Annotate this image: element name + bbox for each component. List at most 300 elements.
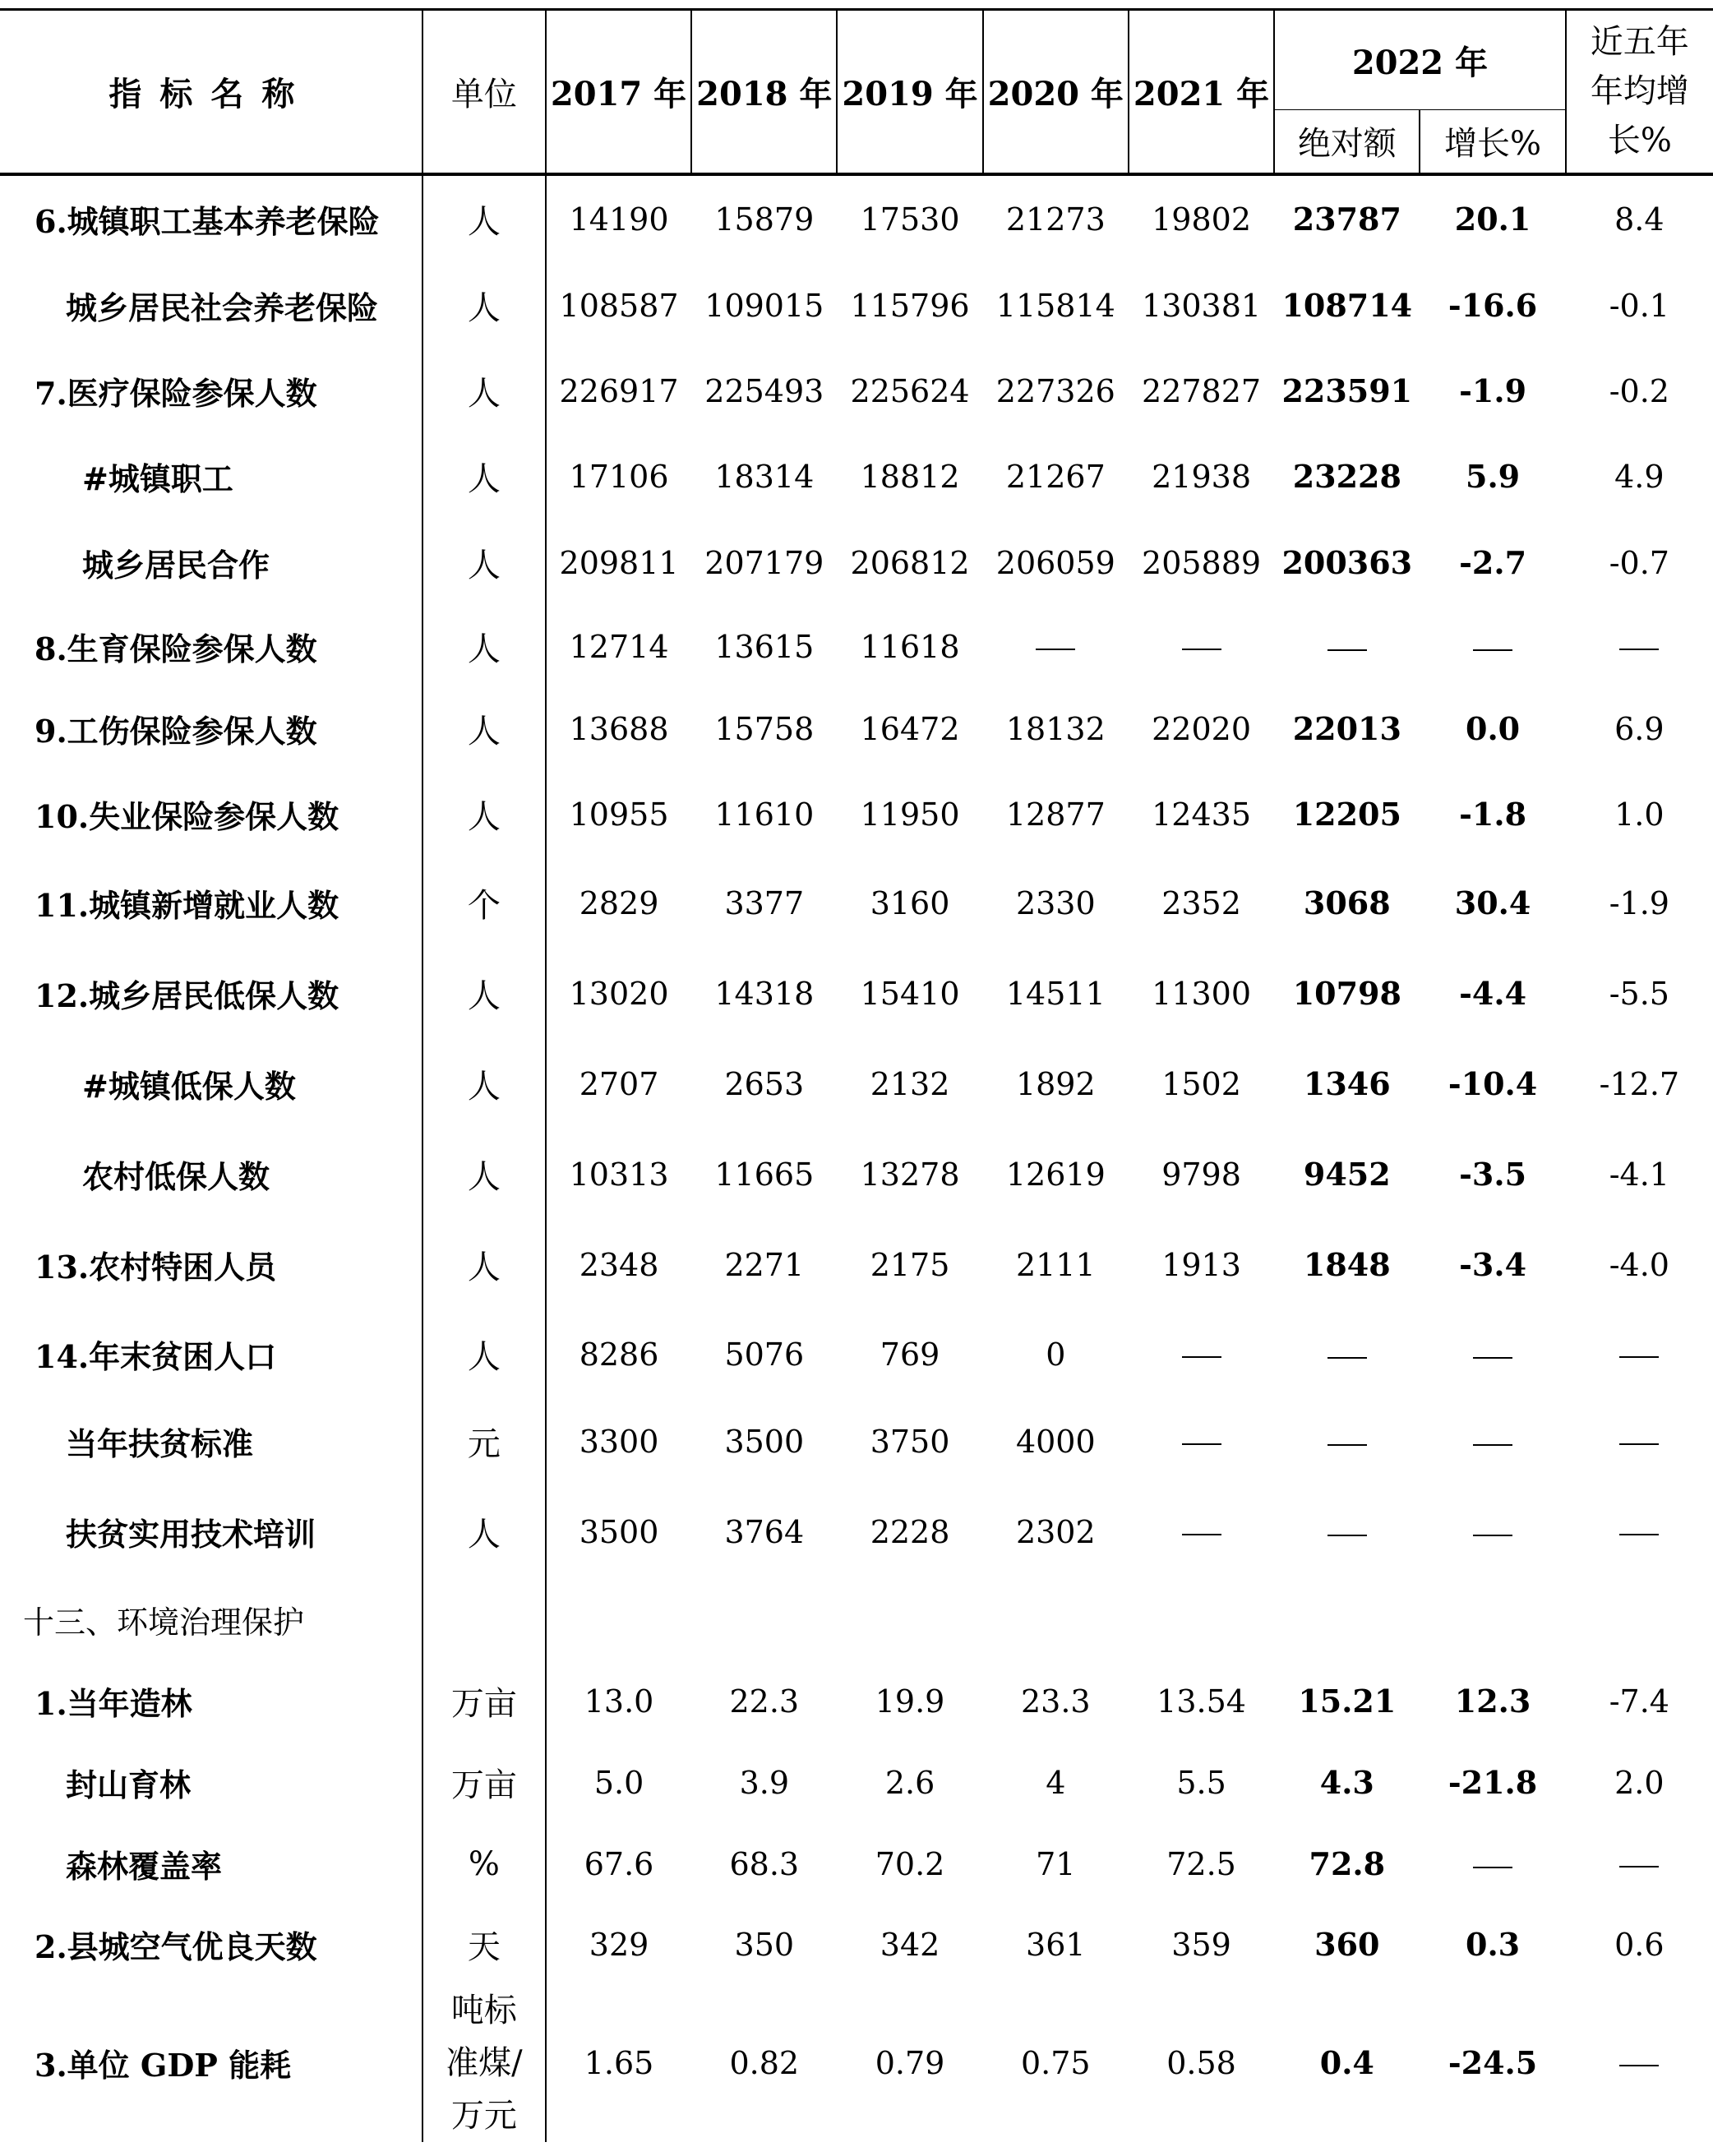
- value-cell-year-2019: 18812: [860, 458, 960, 495]
- value-cell-year-2021: 9798: [1161, 1156, 1241, 1193]
- indicator-name-cell: [0, 349, 422, 434]
- value-cell-five-year-avg: [1566, 607, 1713, 687]
- value-cell-year-2020: 227326: [995, 372, 1115, 409]
- value-cell-2022-growth: [1420, 607, 1565, 687]
- value-cell-year-2018: 0.82: [729, 2044, 800, 2081]
- value-cell-year-2021: [1129, 1580, 1274, 1660]
- unit-cell: %: [422, 1823, 546, 1905]
- value-cell-year-2021: 2352: [1161, 884, 1241, 921]
- indicator-name: 城乡居民合作: [82, 547, 270, 584]
- value-cell-year-2020: 4: [1046, 1764, 1066, 1801]
- indicator-name-cell: [0, 1580, 422, 1660]
- value-cell-year-2021: 72.5: [1166, 1845, 1236, 1882]
- value-cell-year-2021: 11300: [1152, 975, 1251, 1012]
- value-cell-year-2019: 19.9: [875, 1683, 945, 1720]
- indicator-name-cell: [0, 1743, 422, 1823]
- indicator-name: 3.单位 GDP 能耗: [35, 2047, 292, 2084]
- header-growth: 增长%: [1420, 110, 1565, 174]
- value-cell-year-2018: 2271: [724, 1246, 805, 1283]
- value-cell-2022-growth: 0.3: [1466, 1926, 1521, 1963]
- header-year-2021: 2021 年: [1129, 10, 1274, 174]
- header-unit: 单位: [422, 10, 546, 174]
- indicator-name: 11.城镇新增就业人数: [35, 887, 339, 924]
- value-cell-five-year-avg: [1566, 1580, 1713, 1660]
- header-year-2020: 2020 年: [983, 10, 1129, 174]
- value-cell-year-2021: [1129, 1484, 1274, 1580]
- value-cell-year-2018: 14318: [714, 975, 815, 1012]
- value-cell-year-2021: 12435: [1152, 796, 1251, 833]
- value-cell-five-year-avg: [1566, 1984, 1713, 2142]
- unit-cell: 人: [422, 1484, 546, 1580]
- value-cell-year-2017: 226917: [559, 372, 679, 409]
- value-cell-year-2021: 359: [1171, 1926, 1231, 1963]
- value-cell-2022-absolute: 10798: [1292, 975, 1401, 1012]
- value-cell-2022-growth: [1420, 1310, 1565, 1399]
- unit-cell: 人: [422, 771, 546, 858]
- value-cell-year-2019: 0.79: [875, 2044, 945, 2081]
- value-cell-2022-absolute: 3068: [1303, 884, 1391, 921]
- value-cell-year-2018: 207179: [704, 544, 824, 581]
- value-cell-year-2018: 15758: [714, 710, 815, 747]
- value-cell-year-2017: 209811: [559, 544, 679, 581]
- value-cell-five-year-avg: [1566, 1484, 1713, 1580]
- dash-mark: [1619, 1356, 1659, 1358]
- value-cell-year-2017: 13020: [569, 975, 669, 1012]
- value-cell-2022-absolute: 223591: [1281, 372, 1413, 409]
- value-cell-five-year-avg: -1.9: [1609, 884, 1669, 921]
- value-cell-year-2020: 206059: [995, 544, 1115, 581]
- value-cell-year-2019: 70.2: [875, 1845, 945, 1882]
- value-cell-2022-growth: [1420, 1580, 1565, 1660]
- dash-mark: [1619, 1534, 1659, 1535]
- dash-mark: [1182, 1356, 1221, 1358]
- value-cell-five-year-avg: -4.1: [1609, 1156, 1669, 1193]
- value-cell-year-2017: 3500: [579, 1513, 659, 1550]
- unit-line: 万元: [450, 2096, 517, 2135]
- value-cell-2022-absolute: 9452: [1303, 1156, 1391, 1193]
- value-cell-year-2019: 2228: [870, 1513, 950, 1550]
- value-cell-year-2021: 205889: [1142, 544, 1262, 581]
- table-row: [0, 1743, 1713, 1823]
- table-row: [0, 1220, 1713, 1310]
- value-cell-five-year-avg: [1566, 1823, 1713, 1905]
- indicator-name: 封山育林: [66, 1766, 192, 1803]
- table-row: [0, 771, 1713, 858]
- unit-cell: 人: [422, 607, 546, 687]
- value-cell-five-year-avg: -0.1: [1609, 287, 1669, 324]
- table-row: [0, 1399, 1713, 1484]
- unit-cell: 天: [422, 1905, 546, 1984]
- value-cell-five-year-avg: [1566, 1310, 1713, 1399]
- unit-line: 准煤/: [446, 2043, 523, 2082]
- unit-cell: 万亩: [422, 1743, 546, 1823]
- indicator-name: 12.城乡居民低保人数: [35, 977, 339, 1014]
- unit-cell: 人: [422, 687, 546, 771]
- value-cell-2022-absolute: 360: [1314, 1926, 1380, 1963]
- indicator-name-cell: [0, 1484, 422, 1580]
- value-cell-year-2017: 2829: [579, 884, 659, 921]
- indicator-name: 当年扶贫标准: [66, 1425, 254, 1462]
- value-cell-2022-growth: [1420, 1484, 1565, 1580]
- value-cell-year-2020: 115814: [995, 287, 1115, 324]
- unit-cell: 人: [422, 174, 546, 263]
- indicator-name-cell: [0, 174, 422, 263]
- dash-mark: [1473, 1867, 1512, 1868]
- value-cell-year-2019: 2175: [870, 1246, 950, 1283]
- table-row: [0, 607, 1713, 687]
- indicator-name-cell: [0, 771, 422, 858]
- value-cell-year-2018: 109015: [704, 287, 824, 324]
- unit-cell: [422, 1984, 546, 2142]
- dash-mark: [1473, 1444, 1512, 1446]
- value-cell-year-2020: [983, 607, 1129, 687]
- value-cell-year-2020: 23.3: [1021, 1683, 1091, 1720]
- header-year-2022: 2022 年: [1274, 10, 1566, 110]
- value-cell-year-2018: 22.3: [729, 1683, 800, 1720]
- dash-mark: [1327, 1444, 1367, 1446]
- value-cell-year-2017: 2707: [579, 1065, 659, 1102]
- indicator-name: 9.工伤保险参保人数: [35, 713, 317, 750]
- value-cell-year-2021: 0.58: [1166, 2044, 1236, 2081]
- value-cell-2022-absolute: 1848: [1303, 1246, 1391, 1283]
- value-cell-year-2018: 3764: [724, 1513, 805, 1550]
- dash-mark: [1619, 2065, 1659, 2066]
- value-cell-year-2019: 11950: [860, 796, 960, 833]
- value-cell-year-2020: 2302: [1015, 1513, 1096, 1550]
- value-cell-year-2020: [983, 1580, 1129, 1660]
- value-cell-year-2021: [1129, 1399, 1274, 1484]
- value-cell-2022-absolute: [1274, 1310, 1420, 1399]
- indicator-name-cell: [0, 1905, 422, 1984]
- unit-cell: 人: [422, 263, 546, 349]
- value-cell-2022-absolute: [1274, 1484, 1420, 1580]
- value-cell-five-year-avg: 4.9: [1614, 458, 1665, 495]
- value-cell-year-2020: 2111: [1015, 1246, 1096, 1283]
- value-cell-five-year-avg: [1566, 1399, 1713, 1484]
- value-cell-year-2020: 361: [1026, 1926, 1086, 1963]
- indicator-name-cell: [0, 687, 422, 771]
- value-cell-year-2020: 0: [1046, 1336, 1066, 1373]
- value-cell-2022-absolute: 22013: [1292, 710, 1401, 747]
- header-year-2019: 2019 年: [837, 10, 982, 174]
- indicator-name: 城乡居民社会养老保险: [66, 289, 379, 326]
- value-cell-year-2018: 13615: [714, 628, 815, 665]
- table-row: [0, 519, 1713, 607]
- table-row: [0, 434, 1713, 519]
- indicator-name-cell: [0, 1399, 422, 1484]
- value-cell-year-2017: 8286: [579, 1336, 659, 1373]
- value-cell-year-2017: 12714: [569, 628, 669, 665]
- value-cell-2022-growth: -1.8: [1459, 796, 1527, 833]
- value-cell-year-2018: [691, 1580, 837, 1660]
- value-cell-2022-growth: 30.4: [1454, 884, 1531, 921]
- value-cell-2022-growth: -16.6: [1448, 287, 1538, 324]
- value-cell-2022-absolute: 1346: [1303, 1065, 1391, 1102]
- dash-mark: [1182, 1443, 1221, 1445]
- table-row: [0, 1129, 1713, 1220]
- unit-line: 吨标: [450, 1991, 517, 2029]
- value-cell-year-2017: 14190: [569, 201, 669, 238]
- indicator-name: 扶贫实用技术培训: [66, 1516, 316, 1553]
- value-cell-five-year-avg: -5.5: [1609, 975, 1669, 1012]
- dash-mark: [1619, 649, 1659, 650]
- dash-mark: [1327, 1535, 1367, 1536]
- value-cell-2022-growth: [1420, 1823, 1565, 1905]
- table-row: [0, 1823, 1713, 1905]
- value-cell-year-2019: 15410: [860, 975, 960, 1012]
- table-row: [0, 349, 1713, 434]
- table-row: [0, 263, 1713, 349]
- unit-cell: [422, 1580, 546, 1660]
- value-cell-2022-absolute: 200363: [1281, 544, 1413, 581]
- value-cell-year-2021: 22020: [1152, 710, 1251, 747]
- value-cell-year-2020: 18132: [1005, 710, 1106, 747]
- unit-cell: 元: [422, 1399, 546, 1484]
- value-cell-2022-growth: 12.3: [1454, 1683, 1531, 1720]
- table-row: [0, 1660, 1713, 1743]
- table-row: [0, 1484, 1713, 1580]
- value-cell-year-2021: 21938: [1152, 458, 1251, 495]
- value-cell-year-2017: 329: [589, 1926, 649, 1963]
- indicator-name: 13.农村特困人员: [35, 1249, 277, 1286]
- value-cell-five-year-avg: -4.0: [1609, 1246, 1669, 1283]
- value-cell-year-2020: 21273: [1005, 201, 1106, 238]
- dash-mark: [1182, 1534, 1221, 1535]
- dash-mark: [1619, 1443, 1659, 1445]
- value-cell-2022-absolute: 15.21: [1298, 1683, 1397, 1720]
- value-cell-year-2018: 3500: [724, 1423, 805, 1460]
- unit-cell: 人: [422, 434, 546, 519]
- unit-cell: 个: [422, 858, 546, 949]
- value-cell-year-2020: 21267: [1005, 458, 1106, 495]
- value-cell-five-year-avg: -0.2: [1609, 372, 1669, 409]
- value-cell-year-2018: 18314: [714, 458, 815, 495]
- indicator-name-cell: [0, 1220, 422, 1310]
- table-row: [0, 1310, 1713, 1399]
- dash-mark: [1473, 649, 1512, 651]
- header-five-year-avg-line2: 年均增: [1590, 72, 1689, 111]
- indicator-name-cell: [0, 607, 422, 687]
- value-cell-year-2018: 11665: [714, 1156, 815, 1193]
- value-cell-five-year-avg: 8.4: [1614, 201, 1665, 238]
- value-cell-year-2019: 11618: [860, 628, 960, 665]
- statistics-table: [0, 8, 1713, 2142]
- value-cell-year-2019: 115796: [850, 287, 970, 324]
- unit-cell: 人: [422, 1039, 546, 1129]
- value-cell-2022-absolute: [1274, 607, 1420, 687]
- value-cell-2022-growth: -10.4: [1448, 1065, 1538, 1102]
- value-cell-2022-growth: -4.4: [1459, 975, 1527, 1012]
- value-cell-year-2017: 3300: [579, 1423, 659, 1460]
- value-cell-2022-growth: -1.9: [1459, 372, 1527, 409]
- unit-cell: 人: [422, 519, 546, 607]
- value-cell-2022-growth: -24.5: [1448, 2044, 1538, 2081]
- dash-mark: [1036, 649, 1075, 650]
- value-cell-year-2019: 13278: [860, 1156, 960, 1193]
- value-cell-year-2020: 14511: [1005, 975, 1106, 1012]
- indicator-name: 6.城镇职工基本养老保险: [35, 203, 380, 240]
- value-cell-five-year-avg: 6.9: [1614, 710, 1665, 747]
- value-cell-year-2020: 71: [1036, 1845, 1076, 1882]
- value-cell-year-2018: 68.3: [729, 1845, 800, 1882]
- value-cell-year-2019: [837, 1580, 982, 1660]
- value-cell-year-2017: 10313: [569, 1156, 669, 1193]
- table-row: [0, 1905, 1713, 1984]
- value-cell-year-2021: 130381: [1142, 287, 1262, 324]
- unit-cell: 人: [422, 1310, 546, 1399]
- unit-cell: 人: [422, 1220, 546, 1310]
- value-cell-year-2017: 10955: [569, 796, 669, 833]
- indicator-name-cell: [0, 858, 422, 949]
- value-cell-2022-growth: -2.7: [1459, 544, 1527, 581]
- indicator-name: 14.年末贫困人口: [35, 1338, 277, 1375]
- value-cell-year-2019: 225624: [850, 372, 970, 409]
- indicator-name-cell: [0, 519, 422, 607]
- unit-cell: 人: [422, 349, 546, 434]
- header-indicator: 指标名称: [0, 10, 422, 174]
- value-cell-year-2019: 2.6: [884, 1764, 935, 1801]
- value-cell-year-2018: 3377: [724, 884, 805, 921]
- indicator-name-cell: [0, 1984, 422, 2142]
- value-cell-year-2020: 0.75: [1021, 2044, 1091, 2081]
- value-cell-2022-absolute: 12205: [1292, 796, 1401, 833]
- header-five-year-avg-line3: 长%: [1607, 122, 1672, 160]
- value-cell-2022-absolute: 23787: [1292, 201, 1401, 238]
- dash-mark: [1327, 1357, 1367, 1359]
- value-cell-year-2021: [1129, 1310, 1274, 1399]
- value-cell-year-2021: [1129, 607, 1274, 687]
- table-row: [0, 174, 1713, 263]
- unit-cell: 人: [422, 949, 546, 1039]
- header-year-2017: 2017 年: [546, 10, 691, 174]
- dash-mark: [1619, 1866, 1659, 1867]
- value-cell-2022-absolute: 4.3: [1319, 1764, 1374, 1801]
- value-cell-2022-growth: -3.5: [1459, 1156, 1527, 1193]
- value-cell-2022-absolute: [1274, 1580, 1420, 1660]
- indicator-name: #城镇职工: [82, 460, 233, 497]
- value-cell-year-2018: 225493: [704, 372, 824, 409]
- table-row: [0, 687, 1713, 771]
- value-cell-year-2018: 3.9: [739, 1764, 790, 1801]
- indicator-name-cell: [0, 1039, 422, 1129]
- unit-cell: 人: [422, 1129, 546, 1220]
- value-cell-year-2021: 1913: [1161, 1246, 1241, 1283]
- value-cell-year-2017: 13688: [569, 710, 669, 747]
- indicator-name: 8.生育保险参保人数: [35, 630, 317, 667]
- header-absolute: 绝对额: [1274, 110, 1420, 174]
- table-row: [0, 1580, 1713, 1660]
- value-cell-year-2021: 1502: [1161, 1065, 1241, 1102]
- header-five-year-avg-line1: 近五年: [1590, 23, 1689, 62]
- value-cell-year-2019: 2132: [870, 1065, 950, 1102]
- indicator-name-cell: [0, 434, 422, 519]
- value-cell-2022-growth: -21.8: [1448, 1764, 1538, 1801]
- indicator-name-cell: [0, 263, 422, 349]
- value-cell-year-2020: 1892: [1015, 1065, 1096, 1102]
- value-cell-year-2021: 227827: [1142, 372, 1262, 409]
- value-cell-year-2017: 108587: [559, 287, 679, 324]
- value-cell-year-2019: 16472: [860, 710, 960, 747]
- indicator-name-cell: [0, 1823, 422, 1905]
- value-cell-year-2018: 11610: [714, 796, 815, 833]
- table-row: [0, 1039, 1713, 1129]
- value-cell-five-year-avg: 1.0: [1614, 796, 1665, 833]
- value-cell-year-2021: 13.54: [1157, 1683, 1246, 1720]
- indicator-name: 农村低保人数: [82, 1158, 270, 1195]
- value-cell-year-2017: 5.0: [593, 1764, 644, 1801]
- value-cell-year-2017: 13.0: [584, 1683, 654, 1720]
- header-five-year-avg: [1566, 10, 1713, 174]
- value-cell-year-2021: 19802: [1152, 201, 1251, 238]
- indicator-name: 10.失业保险参保人数: [35, 798, 339, 835]
- value-cell-year-2020: 2330: [1015, 884, 1096, 921]
- value-cell-five-year-avg: -12.7: [1599, 1065, 1680, 1102]
- value-cell-year-2017: 67.6: [584, 1845, 654, 1882]
- value-cell-2022-growth: 20.1: [1454, 201, 1531, 238]
- value-cell-year-2019: 769: [880, 1336, 940, 1373]
- indicator-name-cell: [0, 949, 422, 1039]
- value-cell-2022-growth: 0.0: [1466, 710, 1521, 747]
- value-cell-2022-absolute: 72.8: [1309, 1845, 1386, 1882]
- value-cell-five-year-avg: -7.4: [1609, 1683, 1669, 1720]
- value-cell-year-2019: 206812: [850, 544, 970, 581]
- value-cell-year-2018: 2653: [724, 1065, 805, 1102]
- table-row: [0, 1984, 1713, 2142]
- value-cell-year-2019: 342: [880, 1926, 940, 1963]
- value-cell-year-2019: 17530: [860, 201, 960, 238]
- value-cell-five-year-avg: -0.7: [1609, 544, 1669, 581]
- value-cell-year-2018: 350: [734, 1926, 795, 1963]
- dash-mark: [1327, 649, 1367, 651]
- value-cell-year-2017: 2348: [579, 1246, 659, 1283]
- table-row: [0, 949, 1713, 1039]
- value-cell-2022-absolute: [1274, 1399, 1420, 1484]
- value-cell-year-2018: 15879: [714, 201, 815, 238]
- indicator-name-cell: [0, 1310, 422, 1399]
- value-cell-five-year-avg: 0.6: [1614, 1926, 1665, 1963]
- value-cell-year-2021: 5.5: [1176, 1764, 1226, 1801]
- value-cell-2022-growth: [1420, 1399, 1565, 1484]
- value-cell-2022-absolute: 0.4: [1319, 2044, 1374, 2081]
- indicator-name: 森林覆盖率: [66, 1848, 223, 1885]
- value-cell-year-2020: 12619: [1005, 1156, 1106, 1193]
- indicator-name: 1.当年造林: [35, 1685, 192, 1722]
- value-cell-year-2020: 12877: [1005, 796, 1106, 833]
- value-cell-year-2019: 3160: [870, 884, 950, 921]
- value-cell-year-2017: 17106: [569, 458, 669, 495]
- table-body: [0, 174, 1713, 2142]
- value-cell-year-2019: 3750: [870, 1423, 950, 1460]
- value-cell-year-2018: 5076: [724, 1336, 805, 1373]
- indicator-name: 7.医疗保险参保人数: [35, 375, 317, 412]
- table-row: [0, 858, 1713, 949]
- indicator-name: 十三、环境治理保护: [23, 1604, 305, 1641]
- value-cell-2022-growth: 5.9: [1466, 458, 1521, 495]
- dash-mark: [1182, 649, 1221, 650]
- table-header: [0, 10, 1713, 174]
- indicator-name-cell: [0, 1660, 422, 1743]
- indicator-name: #城镇低保人数: [82, 1068, 296, 1105]
- value-cell-year-2017: [546, 1580, 691, 1660]
- dash-mark: [1473, 1535, 1512, 1536]
- value-cell-five-year-avg: 2.0: [1614, 1764, 1665, 1801]
- dash-mark: [1473, 1357, 1512, 1359]
- header-year-2018: 2018 年: [691, 10, 837, 174]
- value-cell-year-2020: 4000: [1015, 1423, 1096, 1460]
- indicator-name-cell: [0, 1129, 422, 1220]
- indicator-name: 2.县城空气优良天数: [35, 1928, 317, 1965]
- value-cell-2022-growth: -3.4: [1459, 1246, 1527, 1283]
